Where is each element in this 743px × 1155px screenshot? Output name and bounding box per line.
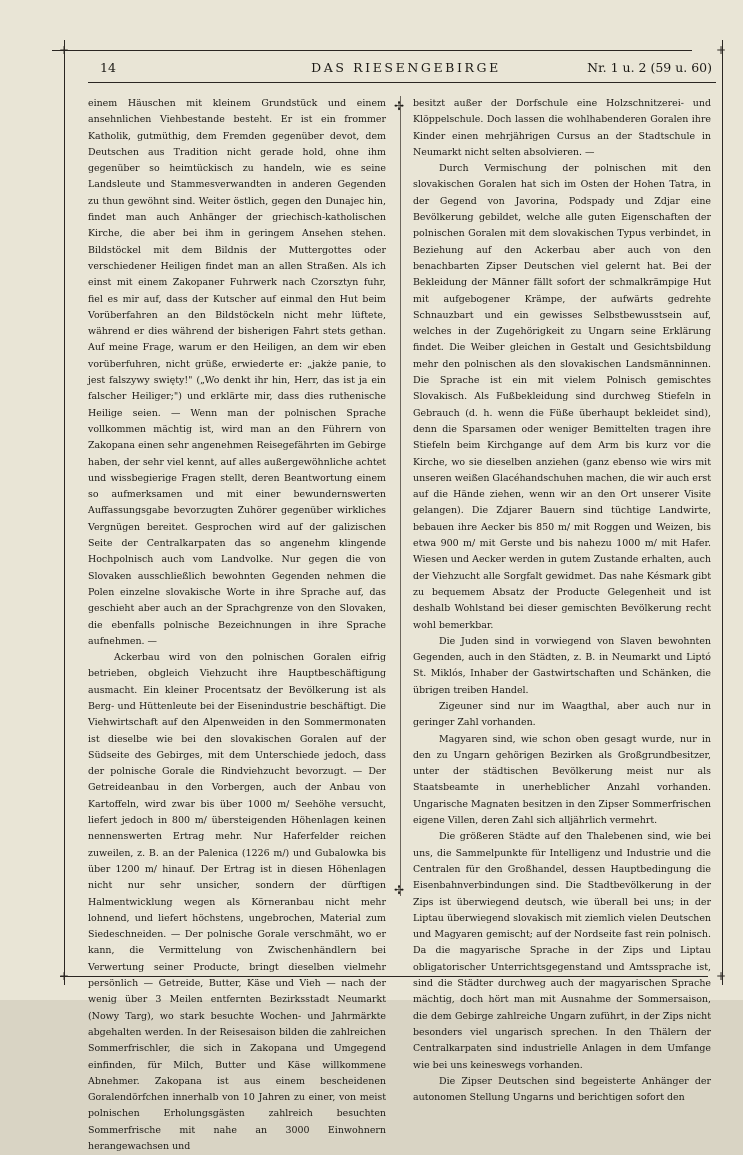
paragraph: Ackerbau wird von den polnischen Goralen eifrig betrieben, obgleich Viehzucht ihre Hauptbeschäftigung ausmacht. Ein kleiner Procentsatz der Bevölkerung ist als Berg- und Hüttenleute bei der Eisenindustrie beschäftigt. Die Viehwirtschaft auf den Alpenweiden in den Sommermonaten ist dieselbe wie bei den slovakischen Goralen auf der Südseite des Gebirges, mit dem Unterschiede jedoch, dass der polnische Gorale die Rindviehzucht bevorzugt. — Der Getreideanbau in den Vorbergen, auch der Anbau von Kartoffeln, wird zwar bis über 1000 m/ Seehöhe versucht, liefert jedoch in 800 m/ übersteigenden Höhenlagen keinen nennenswerten Ertrag mehr. Nur Haferfelder reichen zuweilen, z. B. an der Palenica (1226 m/) und Gubalowka bis über 1200 m/ hinauf. Der Ertrag ist in diesen Höhenlagen nicht nur sehr unsicher, sondern der dürftigen Halmentwicklung wegen als Körneranbau nicht mehr lohnend, und liefert höchstens, ungebrochen, Material zum Siedeschneiden. — Der polnische Gorale verschmäht, wo er kann, die Vermittelung von Zwischenhändlern bei Verwertung seiner Producte, bringt dieselben vielmehr persönlich — Getreide, Butter, Käse und Vieh — nach der wenig über 3 Meilen entfernten Bezirksstadt Neumarkt (Nowy Targ), wo stark besuchte Wochen- und Jahrmärkte abgehalten werden. In der Reisesaison bilden die zahlreichen Sommerfrischler, die sich in Zakopana und Umgegend einfinden, für Milch, Butter und Käse willkommene Abnehmer. Zakopana ist aus einem bescheidenen Goralendörfchen innerhalb von 10 Jahren zu einer, von meist polnischen Erholungsgästen zahlreich besuchten Sommerfrische mit nahe an 3000 Einwohnern herangewachsen und: [88, 652, 386, 1152]
paragraph: einem Häuschen mit kleinem Grundstück und einem ansehnlichen Viehbestande besteht. Er ist ein frommer Katholik, gutmüthig, dem Fremden gegenüber devot, dem Deutschen aus Tradition nicht gerade hold, ohne ihm gegenüber so heimtückisch zu handeln, wie es seine Landsleute und Stammesverwandten in anderen Gegenden zu thun gewöhnt sind. Weiter östlich, gegen den Dunajec hin, findet man auch Anhänger der griechisch-katholischen Kirche, die aber bei ihm in geringem Ansehen stehen. Bildstöckel mit dem Bildnis der Muttergottes oder verschiedener Heiligen findet man an allen Straßen. Als ich einst mit einem Zakopaner Fuhrwerk nach Czorsztyn fuhr, fiel es mir auf, dass der Kutscher auf einmal den Hut beim Vorüberfahren an den Bildstöckeln nicht mehr lüftete, während er dies während der bisherigen Fahrt stets gethan. Auf meine Frage, warum er den Heiligen, an dem wir eben vorüberfuhren, nicht grüße, erwiederte er: „jakże panie, to jest falszywy swięty!" („Wo denkt ihr hin, Herr, das ist ja ein falscher Heiliger;") und erklärte mir, dass dies ruthenische Heilige seien. — Wenn man der polnischen Sprache vollkommen mächtig ist, wird man an den Führern von Zakopana einen sehr angenehmen Reisegefährten im Gebirge haben, der sehr viel kennt, auf alles außergewöhnliche achtet und wissbegierige Fragen stellt, deren Beantwortung einem so aufmerksamen und mit einer bewundernswerten Auffassungsgabe bevorzugten Zuhörer gegenüber wirkliches Vergnügen bereitet. Gesprochen wird auf der galizischen Seite der Centralkarpaten das so angenehm klingende Hochpolnisch auch vom Landvolke. Nur gegen die von Slovaken ausschließlich bewohnten Gegenden nehmen die Polen einzelne slovakische Worte in ihre Sprache auf, das geschieht aber auch an der Sprachgrenze von den Slovaken, die ebenfalls polnische Bezeichnungen in ihre Sprache aufnehmen. —: [88, 98, 386, 647]
running-header: [100, 60, 712, 78]
paragraph: besitzt außer der Dorfschule eine Holzschnitzerei- und Klöppelschule. Doch lassen die wohlhabenderen Goralen ihre Kinder einen mehrjährigen Cursus an der Stadtschule in Neumarkt nicht selten absolvieren. —: [413, 98, 711, 158]
paragraph: Magyaren sind, wie schon oben gesagt wurde, nur in den zu Ungarn gehörigen Bezirken als Großgrundbesitzer, unter der städtischen Bevölkerung meist nur als Staatsbeamte in unerheblicher Anzahl vorhanden. Ungarische Magnaten besitzen in den Zipser Sommerfrischen eigene Villen, deren Zahl sich alljährlich vermehrt.: [413, 733, 711, 827]
page-number: 14: [100, 60, 116, 75]
journal-title: DAS RIESENGEBIRGE: [311, 60, 501, 75]
frame-top-line: [52, 50, 692, 51]
divider-ornament-top: ✢: [394, 99, 405, 113]
paragraph: Die Zipser Deutschen sind begeisterte Anhänger der autonomen Stellung Ungarns und berichtigen sofort den: [413, 1075, 711, 1104]
frame-left-line: [64, 40, 65, 985]
frame-right-line: [722, 40, 723, 985]
corner-mark-top-right: +: [716, 43, 727, 57]
divider-ornament-bottom: ✢: [394, 883, 405, 897]
corner-mark-bottom-left: +: [59, 969, 70, 983]
paragraph: Die Juden sind in vorwiegend von Slaven bewohnten Gegenden, auch in den Städten, z. B. in Neumarkt und Liptó St. Miklós, Inhaber der Gastwirtschaften und Schänken, die übrigen treiben Handel.: [413, 635, 711, 696]
left-column: [88, 96, 386, 1152]
corner-mark-bottom-right: +: [716, 969, 727, 983]
paragraph: Durch Vermischung der polnischen mit den slovakischen Goralen hat sich im Osten der Hohen Tatra, in der Gegend von Javorina, Podspady und Zdjar eine Bevölkerung gebildet, welche alle guten Eigenschaften der polnischen Goralen mit dem slovakischen Typus verbindet, in Beziehung auf den Ackerbau aber auch von den benachbarten Zipser Deutschen viel gelernt hat. Bei der Bekleidung der Männer fällt sofort der schmalkrämpige Hut mit aufgebogener Krämpe, der aufwärts gedrehte Schnauzbart und ein gewisses Selbstbewusstsein auf, welches in der Zugehörigkeit zu Ungarn seine Erklärung findet. Die Weiber gleichen in Gestalt und Gesichtsbildung mehr den polnischen als den slovakischen Landsmänninnen. Die Sprache ist ein mit vielem Polnisch gemischtes Slovakisch. Als Fußbekleidung sind durchweg Stiefeln in Gebrauch (d. h. wenn die Füße überhaupt bekleidet sind), denn die Sparsamen oder weniger Bemittelten tragen ihre Stiefeln beim Kirchgange auf dem Arm bis kurz vor die Kirche, wo sie dieselben anziehen (ganz ebenso wie wirs mit unseren weißen Glacéhandschuhen machen, die wir auch erst auf die Hände ziehen, wenn wir an den Ort unserer Visite gelangen). Die Zdjarer Bauern sind tüchtige Landwirte, bebauen ihre Aecker bis 850 m/ mit Roggen und Weizen, bis etwa 900 m/ mit Gerste und bis nahezu 1000 m/ mit Hafer. Wiesen und Aecker werden in gutem Zustande erhalten, auch der Viehzucht alle Sorgfalt gewidmet. Das nahe Késmark gibt zu bequemem Absatz der Producte Gelegenheit und ist deshalb Wohlstand bei dieser gemischten Bevölkerung recht wohl bemerkbar.: [413, 163, 711, 631]
column-divider: [400, 96, 401, 896]
paragraph: Die größeren Städte auf den Thalebenen sind, wie bei uns, die Sammelpunkte für Intelligenz und Industrie und die Centralen für den Großhandel, dessen Hauptbedingung die Eisenbahnverbindungen sind. Die Stadtbevölkerung in der Zips ist überwiegend deutsch, wie überall bei uns; in der Liptau überwiegend slovakisch mit ziemlich vielen Deutschen und Magyaren gemischt; auf der Nordseite fast rein polnisch. Da die magyarische Sprache in der Zips und Liptau obligatorischer Unterrichtsgegenstand und Amtssprache ist, sind die Städter durchweg auch der magyarischen Sprache mächtig, doch hört man mit Ausnahme der Sommersaison, die dem Gebirge zahlreiche Ungarn zuführt, in der Zips nicht besonders viel ungarisch sprechen. In den Thälern der Centralkarpaten sind industrielle Anlagen in dem Umfange wie bei uns keineswegs vorhanden.: [413, 831, 711, 1071]
issue-number: Nr. 1 u. 2 (59 u. 60): [587, 60, 712, 75]
paragraph: Zigeuner sind nur im Waagthal, aber auch nur in geringer Zahl vorhanden.: [413, 700, 711, 729]
corner-mark-top-left: +: [59, 43, 70, 57]
frame-header-rule: [88, 82, 716, 83]
right-column: [413, 96, 711, 1104]
